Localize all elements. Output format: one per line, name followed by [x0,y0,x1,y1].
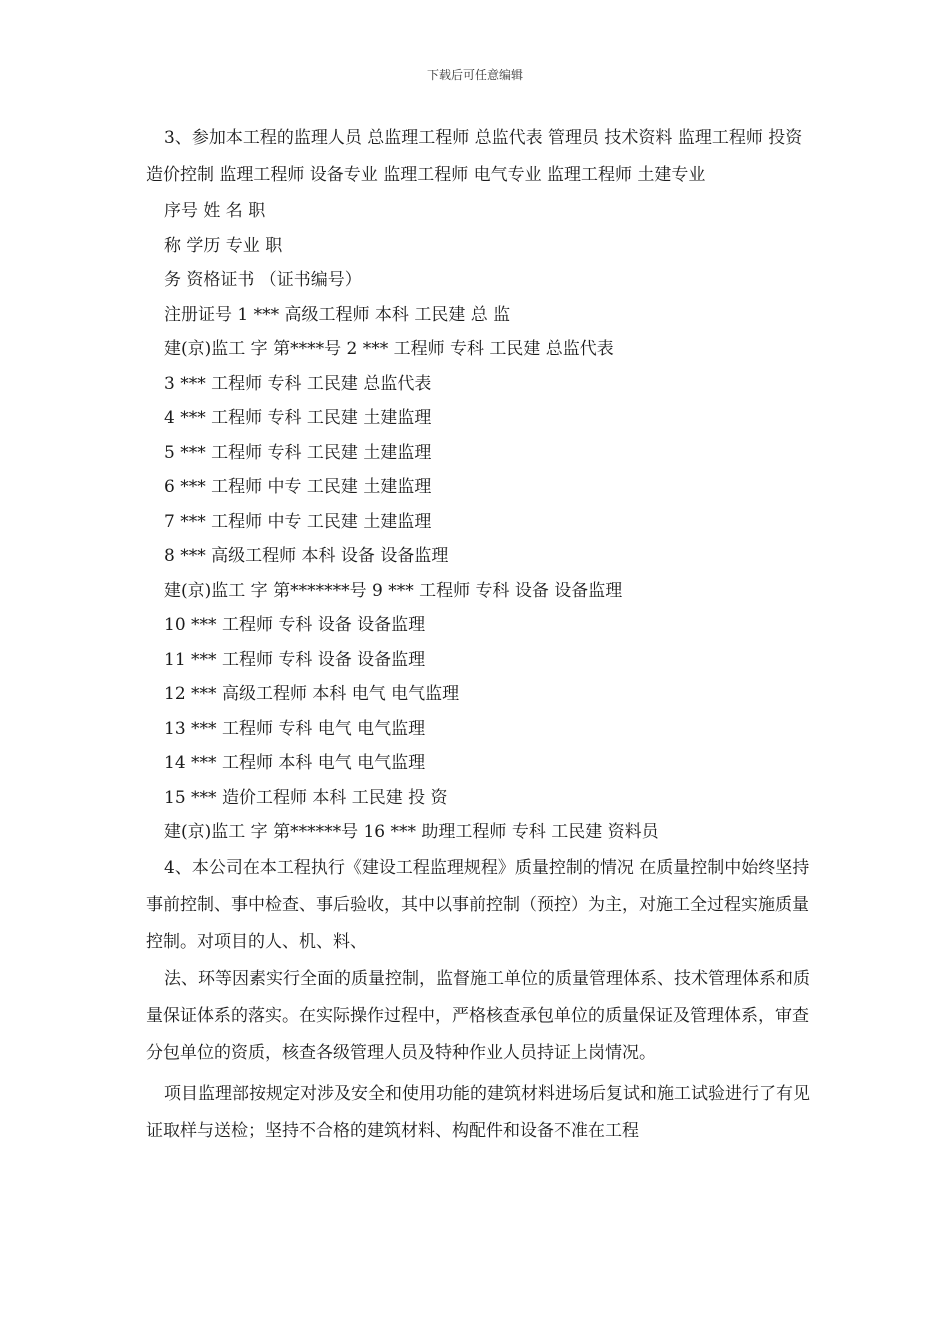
personnel-line: 13 *** 工程师 专科 电气 电气监理 [164,718,426,739]
personnel-line: 8 *** 高级工程师 本科 设备 设备监理 [164,546,449,566]
personnel-line: 6 *** 工程师 中专 工民建 土建监理 [164,477,432,497]
personnel-line: 11 *** 工程师 专科 设备 设备监理 [164,649,426,670]
personnel-line: 5 *** 工程师 专科 工民建 土建监理 [164,442,432,463]
section-4-paragraph-1: 4、本公司在本工程执行《建设工程监理规程》质量控制的情况 在质量控制中始终坚持事前控制、事中检查、事后验收，其中以事前控制（预控）为主，对施工全过程实施质量控制。对项目的人、机、料、 [146,857,810,952]
personnel-line: 14 *** 工程师 本科 电气 电气监理 [164,753,426,773]
personnel-line: 序号 姓 名 职 [164,201,266,221]
section-4-paragraph-2: 法、环等因素实行全面的质量控制，监督施工单位的质量管理体系、技术管理体系和质量保证体系的落实。在实际操作过程中，严格核查承包单位的质量保证及管理体系，审查分包单位的资质，核查各级管理人员及特种作业人员持证上岗情况。 [146,968,810,1063]
personnel-line: 建(京)监工 字 第****号 2 *** 工程师 专科 工民建 总监代表 [164,339,614,359]
personnel-line: 注册证号 1 *** 高级工程师 本科 工民建 总 监 [164,304,511,325]
personnel-list [146,194,810,850]
document-body [146,120,810,1150]
personnel-line: 12 *** 高级工程师 本科 电气 电气监理 [164,684,460,704]
personnel-line: 3 *** 工程师 专科 工民建 总监代表 [164,373,432,394]
section-3-intro: 3、参加本工程的监理人员 总监理工程师 总监代表 管理员 技术资料 监理工程师 投资造价控制 监理工程师 设备专业 监理工程师 电气专业 监理工程师 土建专业 [146,128,803,185]
personnel-line: 10 *** 工程师 专科 设备 设备监理 [164,615,426,635]
personnel-line: 4 *** 工程师 专科 工民建 土建监理 [164,408,432,428]
page-header-note: 下载后可任意编辑 [426,68,523,82]
personnel-line: 建(京)监工 字 第******号 16 *** 助理工程师 专科 工民建 资料员 [164,822,659,842]
personnel-line: 建(京)监工 字 第*******号 9 *** 工程师 专科 设备 设备监理 [164,580,623,601]
personnel-line: 15 *** 造价工程师 本科 工民建 投 资 [164,787,448,808]
personnel-line: 务 资格证书 （证书编号） [164,270,362,290]
personnel-line: 7 *** 工程师 中专 工民建 土建监理 [164,511,432,532]
personnel-line: 称 学历 专业 职 [164,235,283,256]
section-4-paragraph-3: 项目监理部按规定对涉及安全和使用功能的建筑材料进场后复试和施工试验进行了有见证取样与送检；坚持不合格的建筑材料、构配件和设备不准在工程 [146,1083,810,1141]
